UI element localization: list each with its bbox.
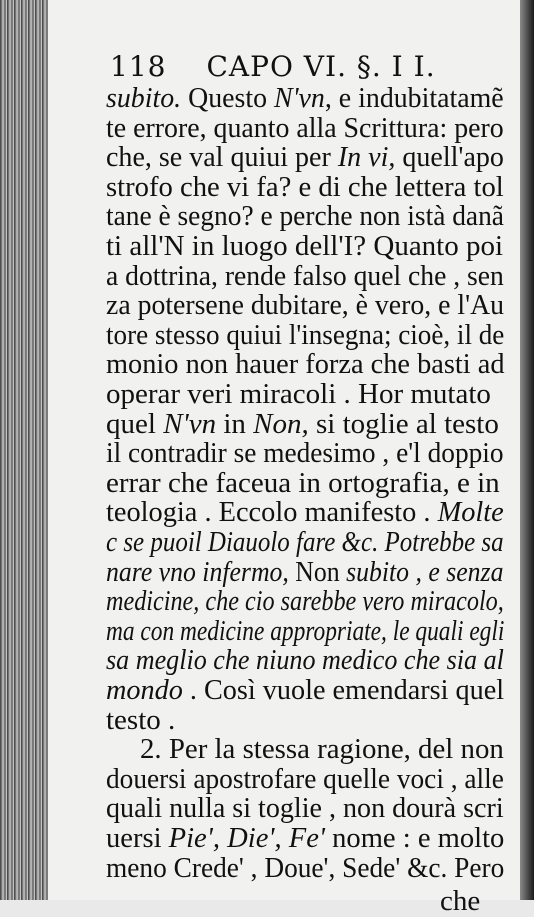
text-line	[106, 408, 499, 440]
text-segment: Non,	[253, 407, 309, 440]
text-segment: monio non hauer forza che basti ad	[106, 348, 505, 381]
text-line	[106, 674, 504, 706]
running-title: CAPO VI. §. I I.	[206, 50, 436, 83]
text-segment: te errore, quanto alla Scrittura: pero	[106, 111, 504, 144]
text-segment: operar veri miracoli . Hor mutato	[106, 378, 491, 410]
text-segment: tane è segno? e perche non istà danã	[106, 200, 504, 233]
text-line	[106, 200, 504, 232]
text-segment: 2. Per la stessa ragione, del non	[140, 733, 504, 766]
text-segment: a dottrina, rende falso quel che , sen	[106, 259, 504, 292]
text-line	[106, 289, 504, 321]
text-line	[106, 585, 504, 617]
text-segment: Pie', Die', Fe'	[168, 822, 326, 854]
text-line	[106, 378, 491, 410]
book-gutter	[0, 0, 48, 900]
text-segment: quali nulla si toglie , non dourà scri	[106, 792, 504, 825]
text-segment: mondo	[106, 674, 183, 706]
text-segment: strofo che vi fa? e di che lettera tol	[106, 170, 504, 203]
text-segment: in	[216, 407, 254, 440]
text-segment: In vi,	[337, 141, 396, 174]
text-line	[106, 112, 504, 144]
text-segment: Molte	[437, 496, 504, 529]
catchword: che	[440, 885, 481, 917]
text-segment: subito.	[106, 82, 182, 114]
text-segment: si toglie al testo	[308, 407, 499, 440]
text-segment: il contradir se medesimo , e'l doppio	[106, 437, 504, 470]
text-line	[140, 733, 504, 765]
text-line	[106, 763, 504, 795]
text-segment: subito , e senza	[346, 555, 504, 588]
text-segment: medicine, che cio sarebbe vero miracolo,	[106, 585, 504, 618]
text-segment: uersi	[106, 822, 169, 854]
text-line	[106, 437, 504, 469]
running-header	[110, 50, 436, 83]
text-segment: c se puoil Diauolo fare &c. Potrebbe sa	[106, 526, 504, 558]
text-segment: ma con medicine appropriate, le quali egli	[106, 614, 505, 647]
text-segment: N'vn	[163, 407, 217, 440]
text-line	[106, 348, 505, 380]
text-segment: N'vn	[274, 82, 325, 114]
text-segment: teologia . Eccolo manifesto .	[106, 496, 438, 529]
text-line	[106, 496, 504, 528]
text-line	[106, 260, 504, 292]
text-line	[106, 526, 504, 558]
text-line	[106, 556, 503, 588]
text-segment: quell'apo	[395, 141, 504, 174]
text-line	[106, 792, 504, 824]
text-line	[106, 644, 504, 676]
page-number: 118	[110, 50, 167, 83]
text-line	[106, 230, 503, 262]
text-segment: errar che faceua in ortografia, e in	[106, 466, 500, 499]
text-line	[106, 822, 504, 854]
text-segment: Non	[288, 555, 347, 588]
text-segment: , e indubitatamẽ	[324, 82, 504, 114]
text-line	[106, 171, 504, 203]
text-line	[106, 319, 504, 351]
text-segment: meno Crede' , Doue', Sede' &c. Pero	[106, 851, 505, 884]
text-line	[106, 467, 500, 499]
text-segment: tore stesso quiui l'insegna; cioè, il de	[106, 318, 505, 351]
text-segment: ti all'N in luogo dell'I? Quanto poi	[106, 230, 504, 262]
text-segment: douersi apostrofare quelle voci , alle	[106, 762, 504, 795]
text-segment: Questo	[181, 82, 275, 114]
text-line	[106, 852, 504, 884]
text-segment: nome : e molto	[325, 822, 505, 854]
text-line	[106, 141, 504, 173]
text-segment: nare vno infermo,	[106, 555, 289, 588]
text-line	[106, 82, 504, 114]
text-segment: sa meglio che niuno medico che sia al	[106, 644, 504, 677]
text-line	[106, 615, 504, 647]
text-segment: quel	[106, 407, 164, 440]
text-segment: che, se val quiui per	[106, 141, 338, 174]
book-fore-edge	[520, 0, 534, 900]
text-line	[106, 704, 175, 736]
text-segment: . Così vuole emendarsi quel	[182, 674, 505, 706]
text-segment: za potersene dubitare, è vero, e l'Au	[106, 289, 504, 322]
text-segment: testo .	[106, 703, 176, 736]
